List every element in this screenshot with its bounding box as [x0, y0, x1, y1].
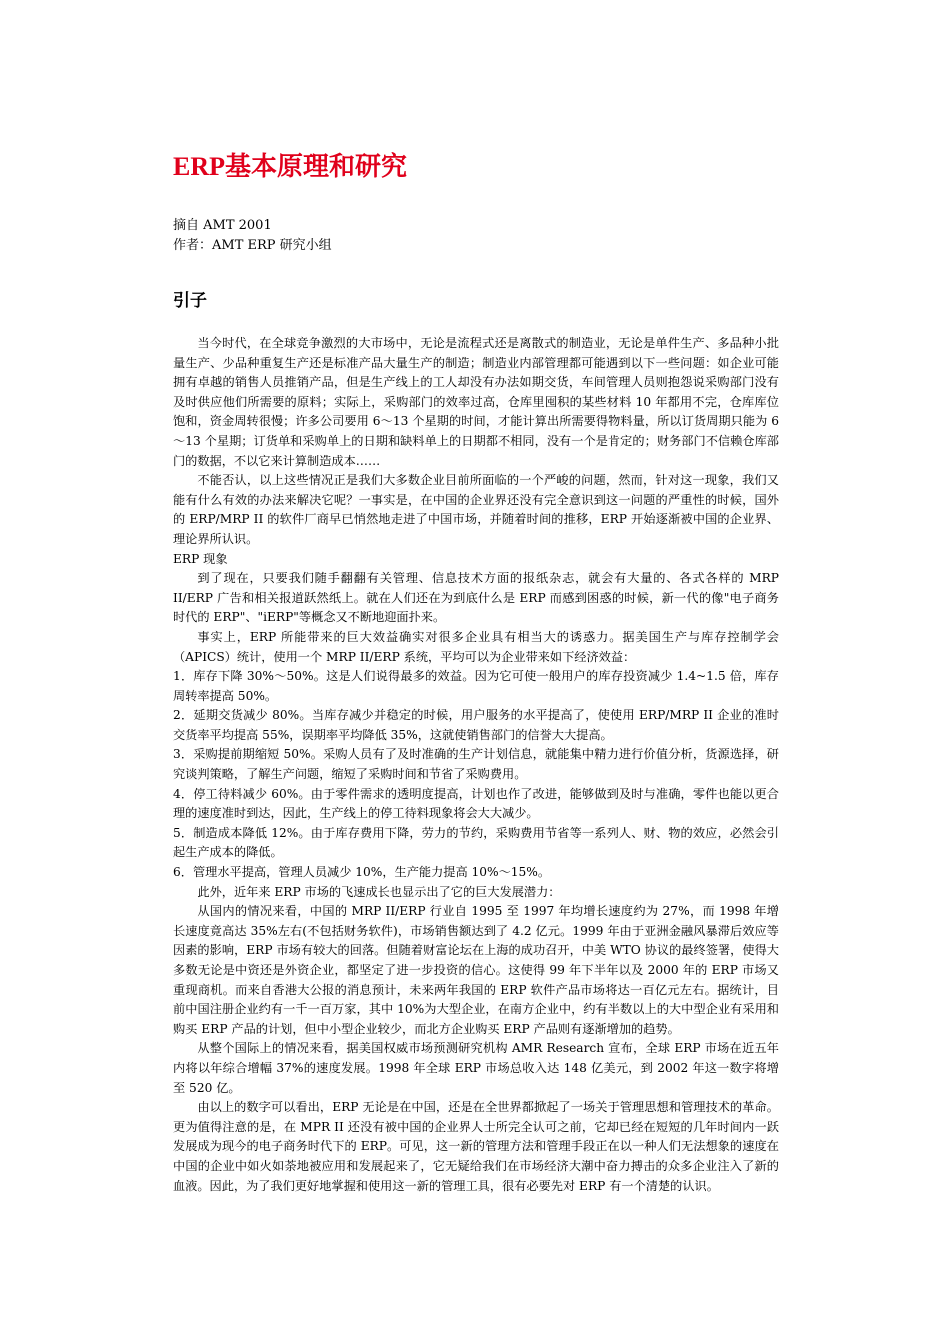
list-item: 2．延期交货减少 80%。当库存减少并稳定的时候，用户服务的水平提高了，使使用 ERP/MRP II 企业的准时交货率平均提高 55%，误期率平均降低 35%，这就使销售部门的信誉大大提高。 — [173, 708, 779, 742]
paragraph: 到了现在，只要我们随手翻翻有关管理、信息技术方面的报纸杂志，就会有大量的、各式各样的 MRP II/ERP 广告和相关报道跃然纸上。就在人们还在为到底什么是 ERP 而感到困惑的时候，新一代的像"电子商务时代的 ERP"、"iERP"等概念又不断地迎面扑来。 — [173, 571, 779, 625]
list-item: 3．采购提前期缩短 50%。采购人员有了及时准确的生产计划信息，就能集中精力进行价值分析，货源选择，研究谈判策略，了解生产问题，缩短了采购时间和节省了采购费用。 — [173, 747, 779, 782]
paragraph: 当今时代，在全球竞争激烈的大市场中，无论是流程式还是离散式的制造业，无论是单件生产、多品种小批量生产、少品种重复生产还是标准产品大量生产的制造；制造业内部管理都可能遇到以下一些问题：如企业可能拥有卓越的销售人员推销产品，但是生产线上的工人却没有办法如期交货，车间管理人员则抱怨说采购部门没有及时供应他们所需要的原料；实际上，采购部门的效率过高，仓库里囤积的某些材料 10 年都用不完，仓库库位饱和，资金周转很慢；许多公司要用 6～13 个星期的时间，才能计算出所需要得物料量，所以订货周期只能为 6～13 个星期；订货单和采购单上的日期和缺料单上的日期都不相同，没有一个是肯定的；财务部门不信赖仓库部门的数据，不以它来计算制造成本…… — [173, 336, 779, 468]
list-item: 5．制造成本降低 12%。由于库存费用下降，劳力的节约，采购费用节省等一系列人、财、物的效应，必然会引起生产成本的降低。 — [173, 825, 779, 860]
paragraph: 不能否认，以上这些情况正是我们大多数企业目前所面临的一个严峻的问题，然而，针对这一现象，我们又能有什么有效的办法来解决它呢？一事实是，在中国的企业界还没有完全意识到这一问题的严重性的时候，国外的 ERP/MRP II 的软件厂商早已悄然地走进了中国市场，并随着时间的推移，ERP 开始逐渐被中国的企业界、理论界所认识。 — [173, 473, 779, 546]
subheading-erp-phenomenon: ERP 现象 — [173, 551, 228, 566]
section-heading: 引子 — [173, 291, 207, 311]
paragraph: 此外，近年来 ERP 市场的飞速成长也显示出了它的巨大发展潜力： — [197, 884, 561, 899]
list-item: 1．库存下降 30%～50%。这是人们说得最多的效益。因为它可使一般用户的库存投资减少 1.4~1.5 倍，库存周转率提高 50%。 — [173, 669, 779, 703]
document-body — [173, 334, 779, 1196]
author-line: 作者：AMT ERP 研究小组 — [173, 238, 332, 253]
paragraph: 从整个国际上的情况来看，据美国权威市场预测研究机构 AMR Research 宣布，全球 ERP 市场在近五年内将以年综合增幅 37%的速度发展。1998 年全球 ERP 市场总收入达 148 亿美元，到 2002 年这一数字将增至 520 亿。 — [173, 1041, 779, 1095]
document-meta — [173, 216, 332, 256]
paragraph: 从国内的情况来看，中国的 MRP II/ERP 行业自 1995 至 1997 年均增长速度约为 27%，而 1998 年增长速度竟高达 35%左右(不包括财务软件)，市场销售额达到了 4.2 亿元。1999 年由于亚洲金融风暴滞后效应等因素的影响，ERP 市场有较大的回落。但随着财富论坛在上海的成功召开，中美 WTO 协议的最终签署，使得大多数无论是中资还是外资企业，都坚定了进一步投资的信心。这使得 99 年下半年以及 2000 年的 ERP 市场又重现商机。而来自香港大公报的消息预计，未来两年我国的 ERP 软件产品市场将达一百亿元左右。据统计，目前中国注册企业约有一千一百万家，其中 10%为大型企业，在南方企业中，约有半数以上的大中型企业有采用和购买 ERP 产品的计划，但中小型企业较少，而北方企业购买 ERP 产品则有逐渐增加的趋势。 — [173, 904, 779, 1036]
list-item: 4．停工待料减少 60%。由于零件需求的透明度提高，计划也作了改进，能够做到及时与准确，零件也能以更合理的速度准时到达，因此，生产线上的停工待料现象将会大大减少。 — [173, 786, 779, 821]
document-title: ERP基本原理和研究 — [173, 152, 408, 181]
paragraph: 由以上的数字可以看出，ERP 无论是在中国，还是在全世界都掀起了一场关于管理思想和管理技术的革命。更为值得注意的是，在 MPR II 还没有被中国的企业界人士所完全认可之前，它却已经在短短的几年时间内一跃发展成为现今的电子商务时代下的 ERP。可见，这一新的管理方法和管理手段正在以一种人们无法想象的速度在中国的企业中如火如荼地被应用和发展起来了，它无疑给我们在市场经济大潮中奋力搏击的众多企业注入了新的血液。因此，为了我们更好地掌握和使用这一新的管理工具，很有必要先对 ERP 有一个清楚的认识。 — [173, 1100, 779, 1193]
source-line: 摘自 AMT 2001 — [173, 218, 272, 233]
paragraph: 事实上，ERP 所能带来的巨大效益确实对很多企业具有相当大的诱惑力。据美国生产与库存控制学会（APICS）统计，使用一个 MRP II/ERP 系统，平均可以为企业带来如下经济效益： — [173, 629, 779, 664]
list-item: 6．管理水平提高，管理人员减少 10%，生产能力提高 10%～15%。 — [173, 865, 551, 880]
